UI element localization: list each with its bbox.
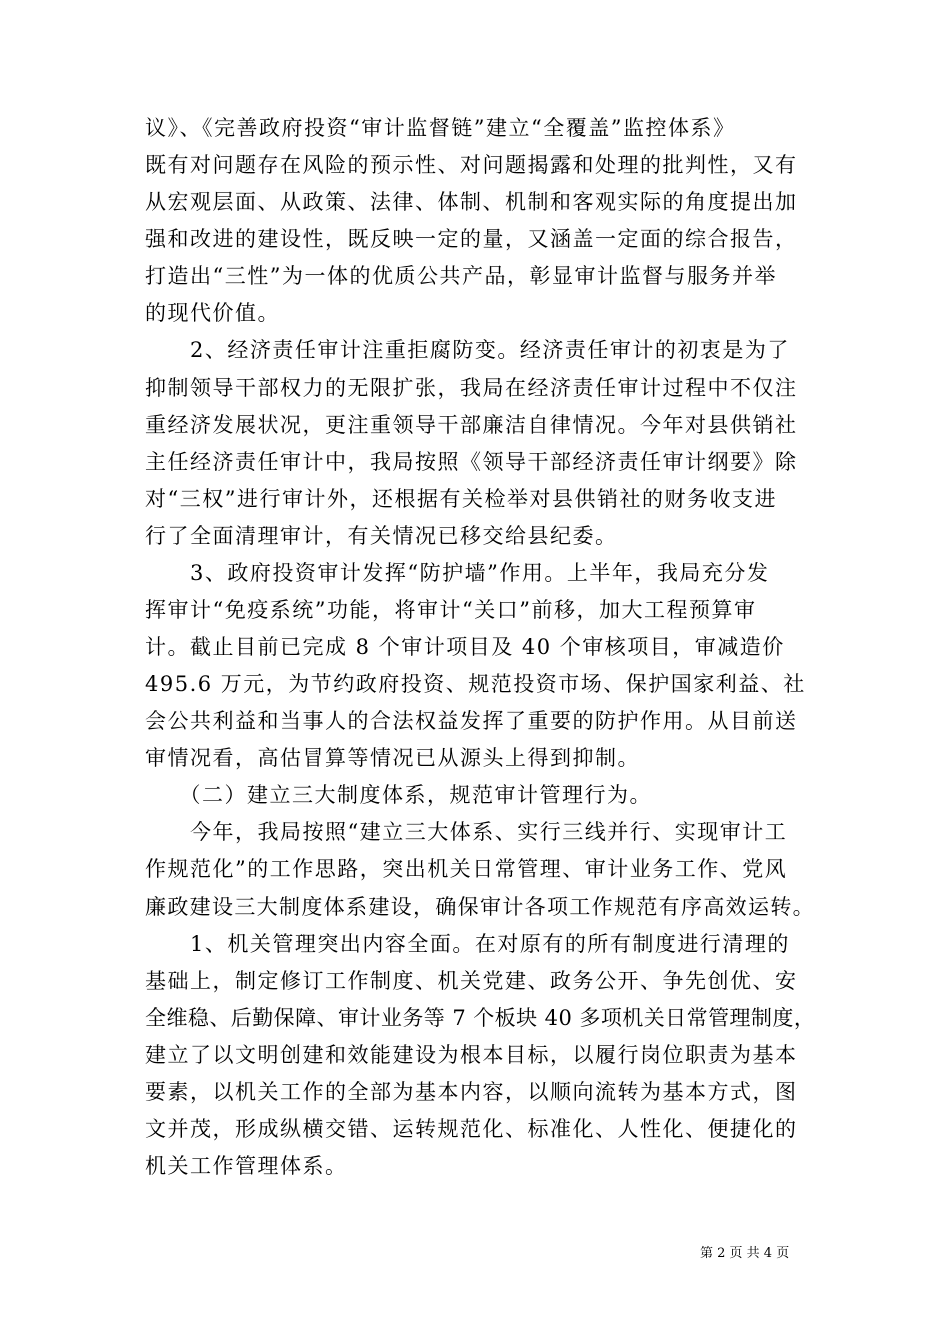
text-line-13: 3、政府投资审计发挥“防护墙”作用。上半年，我局充分发 [145, 561, 770, 585]
text-line-26: 建立了以文明创建和效能建设为根本目标，以履行岗位职责为基本 [145, 1043, 798, 1067]
text-line-23: 1、机关管理突出内容全面。在对原有的所有制度进行清理的 [145, 932, 790, 956]
text-line-7: 2、经济责任审计注重拒腐防变。经济责任审计的初衷是为了 [145, 338, 790, 362]
text-line-11: 对“三权”进行审计外，还根据有关检举对县供销社的财务收支进 [145, 487, 777, 511]
text-line-16: 495.6 万元，为节约政府投资、规范投资市场、保护国家利益、社 [145, 672, 806, 696]
text-line-28: 文并茂，形成纵横交错、运转规范化、标准化、人性化、便捷化的 [145, 1117, 798, 1141]
text-line-6: 的现代价值。 [145, 301, 280, 325]
text-line-27: 要素，以机关工作的全部为基本内容，以顺向流转为基本方式，图 [145, 1080, 798, 1104]
text-line-10: 主任经济责任审计中，我局按照《领导干部经济责任审计纲要》除 [145, 450, 798, 474]
text-line-5: 打造出“三性”为一体的优质公共产品，彰显审计监督与服务并举 [145, 264, 777, 288]
text-line-24: 基础上，制定修订工作制度、机关党建、政务公开、争先创优、安 [145, 969, 798, 993]
text-line-3: 从宏观层面、从政策、法律、体制、机制和客观实际的角度提出加 [145, 190, 798, 214]
text-line-8: 抑制领导干部权力的无限扩张，我局在经济责任审计过程中不仅注 [145, 376, 798, 400]
text-line-29: 机关工作管理体系。 [145, 1154, 348, 1178]
section-heading: （二）建立三大制度体系，规范审计管理行为。 [145, 783, 652, 807]
text-line-20: 今年，我局按照“建立三大体系、实行三线并行、实现审计工 [145, 820, 788, 844]
text-line-18: 审情况看，高估冒算等情况已从源头上得到抑制。 [145, 746, 640, 770]
page-number-footer: 第 2 页 共 4 页 [700, 1246, 790, 1261]
text-line-25: 全维稳、后勤保障、审计业务等 7 个板块 40 多项机关日常管理制度， [145, 1006, 816, 1030]
text-line-2: 既有对问题存在风险的预示性、对问题揭露和处理的批判性，又有 [145, 153, 798, 177]
text-line-15: 计。截止目前已完成 8 个审计项目及 40 个审核项目，审减造价 [145, 635, 785, 659]
text-line-9: 重经济发展状况，更注重领导干部廉洁自律情况。今年对县供销社 [145, 413, 798, 437]
text-line-12: 行了全面清理审计，有关情况已移交给县纪委。 [145, 524, 618, 548]
text-line-17: 会公共利益和当事人的合法权益发挥了重要的防护作用。从目前送 [145, 709, 798, 733]
text-line-1: 议》、《完善政府投资“审计监督链”建立“全覆盖”监控体系》 [145, 116, 736, 140]
text-line-22: 廉政建设三大制度体系建设，确保审计各项工作规范有序高效运转。 [145, 895, 815, 919]
text-line-21: 作规范化”的工作思路，突出机关日常管理、审计业务工作、党风 [145, 857, 788, 881]
text-line-14: 挥审计“免疫系统”功能，将审计“关口”前移，加大工程预算审 [145, 598, 757, 622]
text-line-4: 强和改进的建设性，既反映一定的量，又涵盖一定面的综合报告， [145, 227, 798, 251]
